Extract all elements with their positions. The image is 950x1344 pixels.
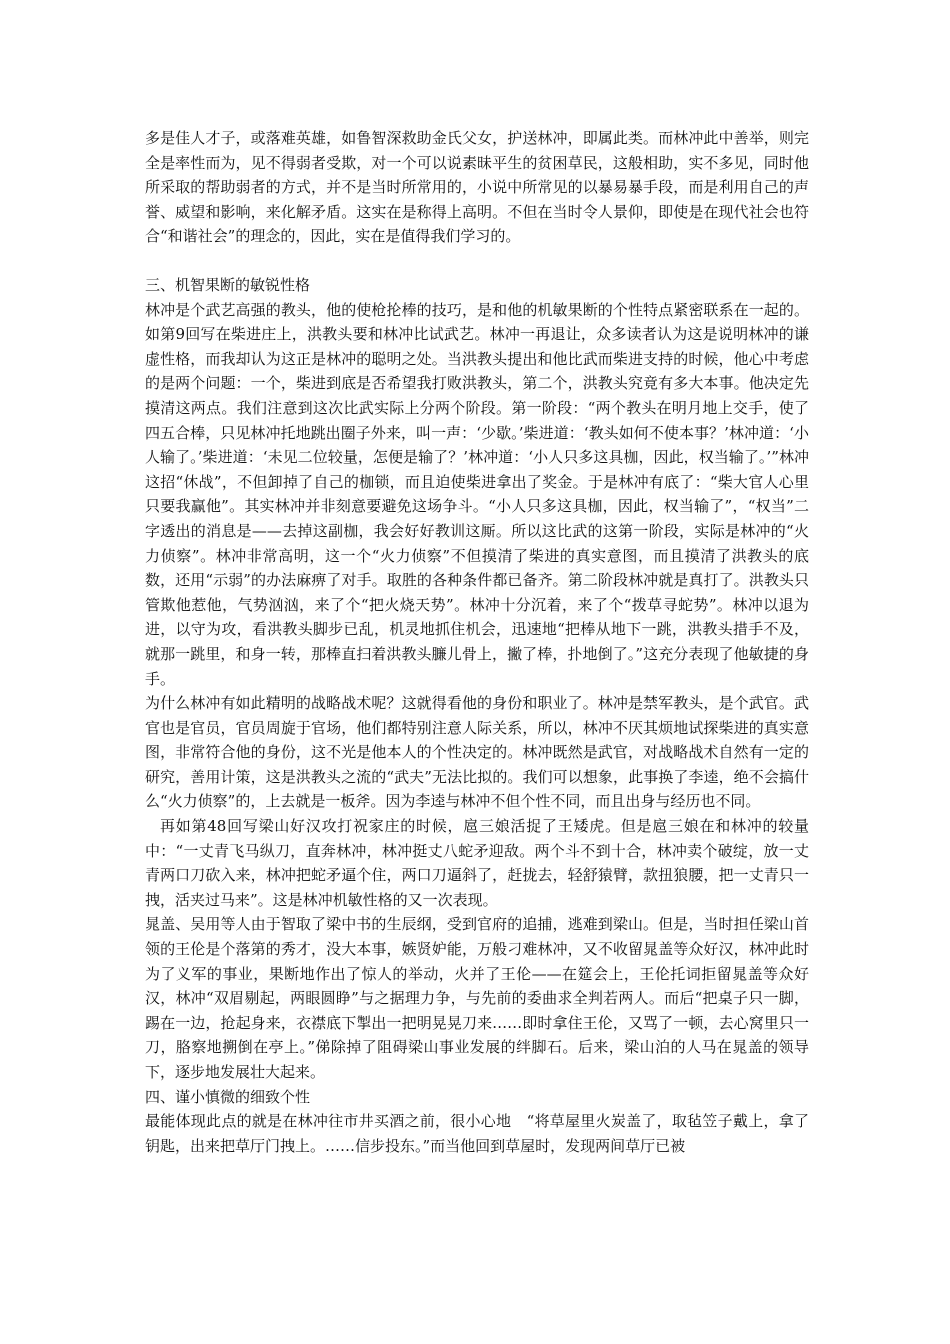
section-3-paragraph-2: 为什么林冲有如此精明的战略战术呢？这就得看他的身份和职业了。林冲是禁军教头，是个武官。武官也是官员，官员周旋于官场，他们都特别注意人际关系，所以，林冲不厌其烦地试探柴进的真实意图，非常符合他的身份，这不光是他本人的个性决定的。林冲既然是武官，对战略战术自然有一定的研究，善用计策，这是洪教头之流的“武夫”无法比拟的。我们可以想象，此事换了李逵，绝不会搞什么“火力侦察”的，上去就是一板斧。因为李逵与林冲不但个性不同，而且出身与经历也不同。: [145, 694, 809, 811]
section-3-paragraph-3: 再如第48回写梁山好汉攻打祝家庄的时候，扈三娘活捉了王矮虎。但是扈三娘在和林冲的较量中：“一丈青飞马纵刀，直奔林冲，林冲挺丈八蛇矛迎敌。两个斗不到十合，林冲卖个破绽，放一丈青两口刀砍入来，林冲把蛇矛逼个住，两口刀逼斜了，赶拢去，轻舒猿臂，款扭狼腰，把一丈青只一拽，活夹过马来”。这是林冲机敏性格的又一次表现。: [145, 817, 809, 909]
section-3-heading: 三、机智果断的敏锐性格: [145, 276, 311, 294]
intro-block: [145, 126, 809, 249]
section-4-heading: 四、谨小慎微的细致个性: [145, 1087, 311, 1106]
section-3-paragraph-1: 林冲是个武艺高强的教头，他的使枪抡棒的技巧，是和他的机敏果断的个性特点紧密联系在一起的。如第9回写在柴进庄上，洪教头要和林冲比试武艺。林冲一再退让，众多读者认为这是说明林冲的谦虚性格，而我却认为这正是林冲的聪明之处。当洪教头提出和他比武而柴进支持的时候，他心中考虑的是两个问题：一个，柴进到底是否希望我打败洪教头，第二个，洪教头究竟有多大本事。他决定先摸清这两点。我们注意到这次比武实际上分两个阶段。第一阶段：“两个教头在明月地上交手，使了四五合棒，只见林冲托地跳出圈子外来，叫一声：‘少歇。’柴进道：‘教头如何不使本事？’林冲道：‘小人输了。’柴进道：‘未见二位较量，怎便是输了？’林冲道：‘小人只多这具枷，因此，权当输了。’”林冲这招“休战”，不但卸掉了自己的枷锁，而且迫使柴进拿出了奖金。于是林冲有底了：“柴大官人心里只要我赢他”。其实林冲并非刻意要避免这场争斗。“小人只多这具枷，因此，权当输了”，“权当”二字透出的消息是——去掉这副枷，我会好好教训这厮。所以这比武的这第一阶段，实际是林冲的“火力侦察”。林冲非常高明，这一个“火力侦察”不但摸清了柴进的真实意图，而且摸清了洪教头的底数，还用“示弱”的办法麻痹了对手。取胜的各种条件都已备齐。第二阶段林冲就是真打了。洪教头只管欺他惹他，气势汹汹，来了个“把火烧天势”。林冲十分沉着，来了个“拨草寻蛇势”。林冲以退为进，以守为攻，看洪教头脚步已乱，机灵地抓住机会，迅速地“把棒从地下一跳，洪教头措手不及，就那一跳里，和身一转，那棒直扫着洪教头臁儿骨上，撇了棒，扑地倒了。”这充分表现了他敏捷的身手。: [145, 300, 809, 688]
section-4-paragraph-1: 最能体现此点的就是在林冲往市井买酒之前，很小心地 “将草屋里火炭盖了，取毡笠子戴上，拿了钥匙，出来把草厅门拽上。……信步投东。”而当他回到草屋时，发现两间草厅已被: [145, 1112, 809, 1155]
intro-paragraph: 多是佳人才子，或落难英雄，如鲁智深救助金氏父女，护送林冲，即属此类。而林冲此中善举，则完全是率性而为，见不得弱者受欺，对一个可以说素昧平生的贫困草民，这般相助，实不多见，同时他所采取的帮助弱者的方式，并不是当时所常用的，小说中所常见的以暴易暴手段，而是利用自己的声誉、威望和影响，来化解矛盾。这实在是称得上高明。不但在当时令人景仰，即使是在现代社会也符合“和谐社会”的理念的，因此，实在是值得我们学习的。: [145, 129, 809, 246]
body-block: [145, 273, 809, 1158]
section-3-paragraph-4: 晁盖、吴用等人由于智取了梁中书的生辰纲，受到官府的追捕，逃难到梁山。但是，当时担任梁山首领的王伦是个落第的秀才，没大本事，嫉贤妒能，万般刁难林冲，又不收留晁盖等众好汉，林冲此时为了义军的事业，果断地作出了惊人的举动，火并了王伦——在筵会上，王伦托词拒留晁盖等众好汉，林冲“双眉剔起，两眼圆睁”与之据理力争，与先前的委曲求全判若两人。而后“把桌子只一脚，踢在一边，抢起身来，衣襟底下掣出一把明晃晃刀来……即时拿住王伦，又骂了一顿，去心窝里只一刀，胳察地搠倒在亭上。”俤除掉了阻碍梁山事业发展的绊脚石。后来，梁山泊的人马在晁盖的领导下，逐步地发展壮大起来。: [145, 915, 809, 1081]
